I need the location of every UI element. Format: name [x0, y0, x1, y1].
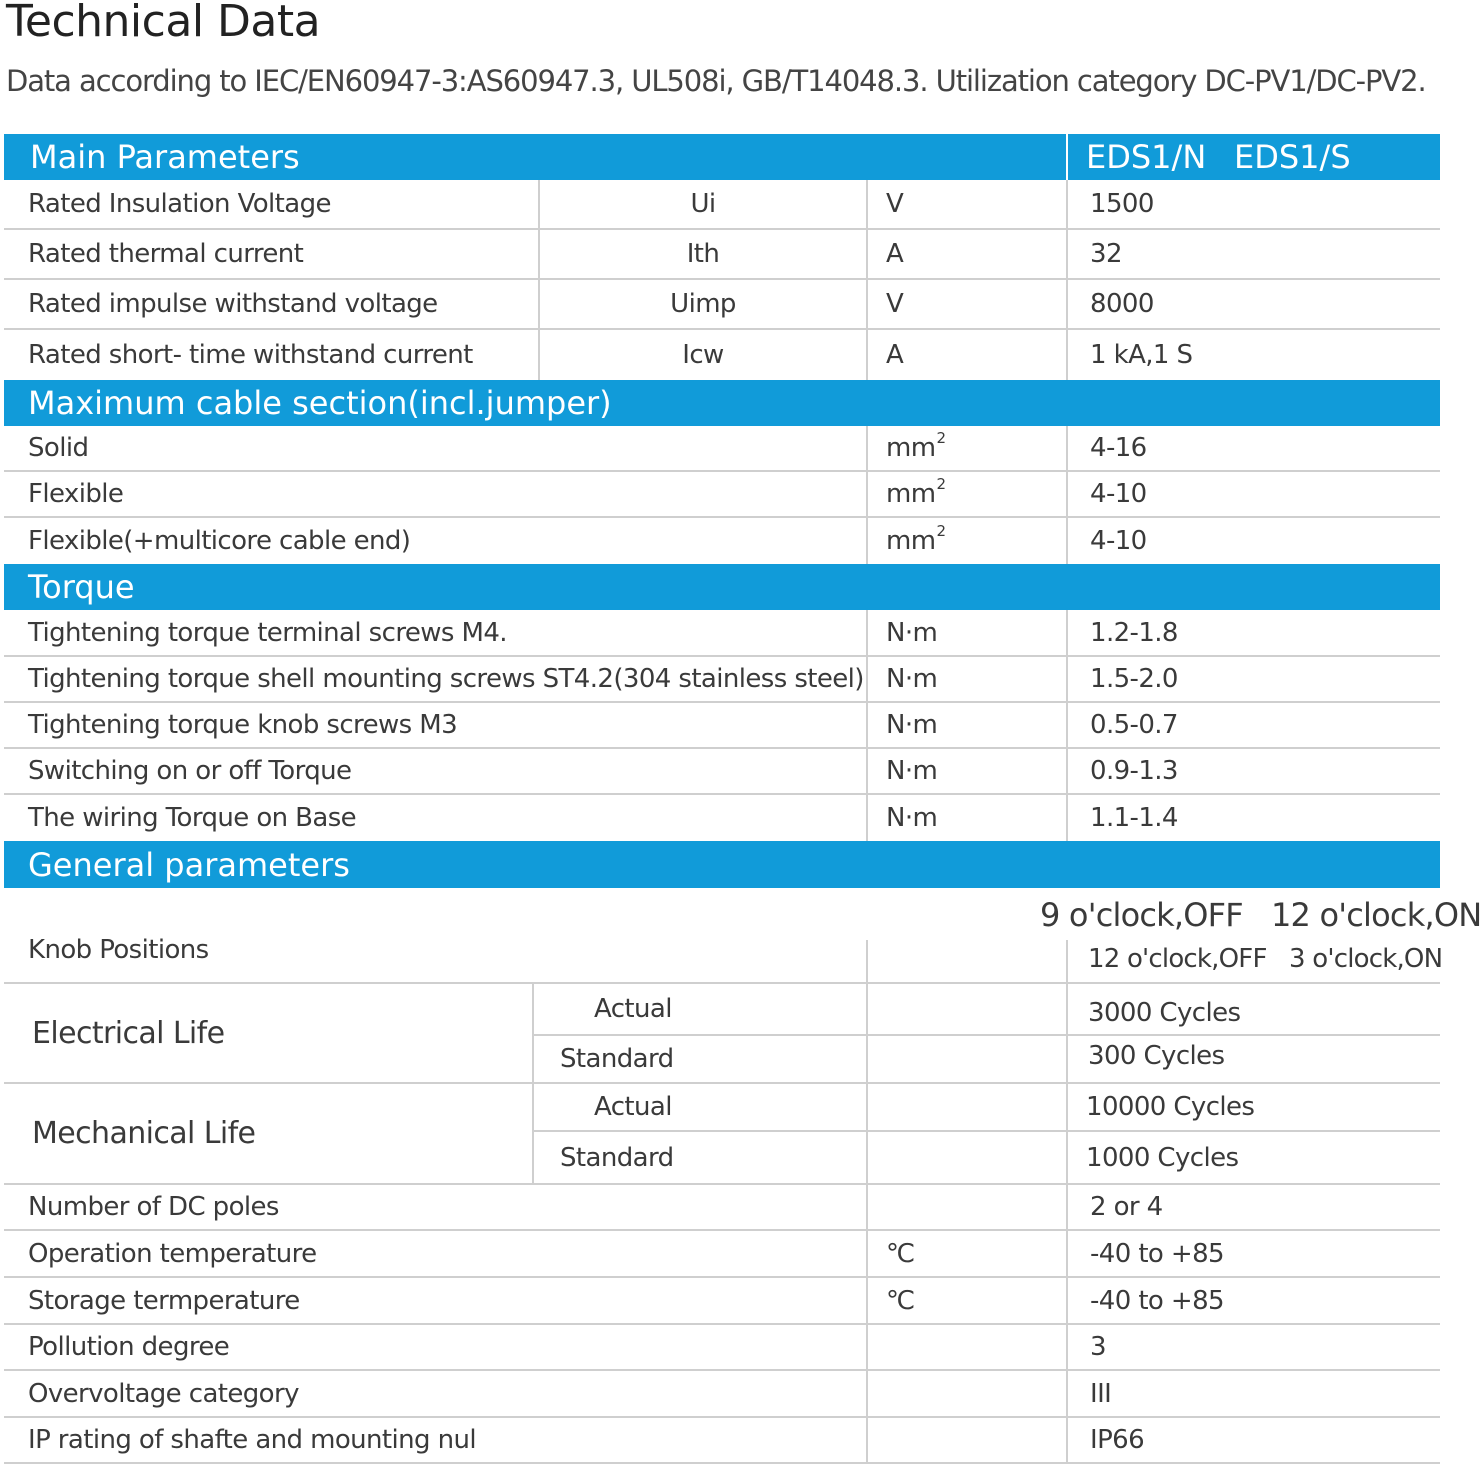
param-label: The wiring Torque on Base	[28, 803, 357, 833]
main-parameters-header	[4, 134, 1440, 180]
table-row	[4, 1325, 1440, 1371]
param-value: III	[1066, 1371, 1440, 1416]
torque-header	[4, 564, 1440, 610]
knob-position-set-1: 9 o'clock,OFF 12 o'clock,ON	[1040, 896, 1481, 934]
table-row	[4, 230, 1440, 280]
table-row	[4, 518, 1440, 564]
param-unit: ℃	[866, 1231, 1066, 1276]
param-label: Knob Positions	[28, 935, 209, 965]
table-row	[4, 472, 1440, 518]
param-label: Solid	[28, 433, 89, 463]
page-subtitle: Data according to IEC/EN60947-3:AS60947.3, UL508i, GB/T14048.3. Utilization category DC-PV1/DC-PV2.	[6, 64, 1426, 98]
param-value: 4-10	[1066, 472, 1440, 516]
table-row	[4, 795, 1440, 841]
param-unit: A	[866, 230, 1066, 278]
general-parameters-header	[4, 841, 1440, 888]
param-label: Tightening torque terminal screws M4.	[28, 617, 507, 648]
param-unit: N·m	[866, 749, 1066, 793]
param-value: 8000	[1066, 280, 1440, 328]
param-label: Flexible	[28, 479, 124, 509]
electrical-life-standard-value: 300 Cycles	[1088, 1041, 1225, 1071]
column-rule	[866, 1084, 868, 1183]
mechanical-life-label: Mechanical Life	[32, 1116, 256, 1151]
param-unit	[866, 1418, 1066, 1462]
param-label: Rated Insulation Voltage	[28, 189, 331, 219]
param-unit	[866, 1371, 1066, 1416]
table-row	[4, 1278, 1440, 1325]
cable-section-header	[4, 380, 1440, 426]
param-value: 0.9-1.3	[1066, 749, 1440, 793]
mechanical-life-standard-value: 1000 Cycles	[1086, 1143, 1239, 1173]
param-value: 2 or 4	[1066, 1185, 1440, 1229]
param-unit: A	[866, 330, 1066, 380]
general-parameters-title: General parameters	[28, 845, 350, 884]
param-label: IP rating of shafte and mounting nul	[28, 1425, 476, 1455]
param-label: Rated thermal current	[28, 239, 304, 269]
mechanical-life-group	[4, 1084, 1440, 1185]
cable-section-title: Maximum cable section(incl.jumper)	[28, 384, 612, 422]
table-row	[4, 180, 1440, 230]
param-value: 1.5-2.0	[1066, 657, 1440, 701]
param-value: -40 to +85	[1066, 1278, 1440, 1323]
page-title: Technical Data	[6, 0, 321, 47]
param-label: Rated short- time withstand current	[28, 340, 473, 370]
param-label: Rated impulse withstand voltage	[28, 289, 438, 319]
param-value: 4-10	[1066, 518, 1440, 564]
param-label: Switching on or off Torque	[28, 756, 352, 786]
table-row	[4, 280, 1440, 330]
table-row	[4, 426, 1440, 472]
param-unit: N·m	[866, 657, 1066, 701]
table-row	[4, 1418, 1440, 1464]
param-unit: mm 2	[866, 472, 1066, 516]
table-row	[4, 1185, 1440, 1231]
table-row	[4, 1371, 1440, 1418]
table-row	[4, 610, 1440, 657]
param-unit: mm 2	[866, 426, 1066, 470]
column-rule	[1066, 1084, 1068, 1183]
mechanical-life-actual-value: 10000 Cycles	[1086, 1092, 1255, 1122]
param-unit	[866, 1185, 1066, 1229]
param-value: 1 kA,1 S	[1066, 330, 1440, 380]
mechanical-life-actual-label: Actual	[594, 1092, 672, 1122]
param-symbol: Ui	[538, 180, 866, 228]
electrical-life-standard-label: Standard	[560, 1044, 674, 1074]
param-value: 0.5-0.7	[1066, 703, 1440, 747]
param-unit: N·m	[866, 703, 1066, 747]
mechanical-life-standard-label: Standard	[560, 1143, 674, 1173]
param-label: Tightening torque knob screws M3	[28, 710, 458, 740]
param-value: 1.2-1.8	[1066, 610, 1440, 655]
param-label: Storage termperature	[28, 1285, 300, 1316]
knob-positions-row	[4, 888, 1481, 984]
param-symbol: Ith	[538, 230, 866, 278]
column-rule	[866, 940, 868, 982]
param-value: 1500	[1066, 180, 1440, 228]
param-unit: mm 2	[866, 518, 1066, 564]
param-unit	[866, 1325, 1066, 1369]
param-value: IP66	[1066, 1418, 1440, 1462]
electrical-life-group	[4, 984, 1440, 1084]
param-label: Pollution degree	[28, 1332, 230, 1362]
param-label: Overvoltage category	[28, 1378, 299, 1409]
table-row	[4, 703, 1440, 749]
column-rule	[1066, 984, 1068, 1082]
param-label: Operation temperature	[28, 1238, 317, 1269]
param-label: Number of DC poles	[28, 1192, 279, 1222]
param-value: 3	[1066, 1325, 1440, 1369]
param-symbol: Uimp	[538, 280, 866, 328]
param-value: -40 to +85	[1066, 1231, 1440, 1276]
param-unit: N·m	[866, 795, 1066, 841]
column-rule	[532, 984, 534, 1082]
table-row	[4, 657, 1440, 703]
param-value: 32	[1066, 230, 1440, 278]
param-unit: V	[866, 280, 1066, 328]
knob-position-set-2: 12 o'clock,OFF 3 o'clock,ON	[1088, 944, 1443, 974]
main-parameters-title: Main Parameters	[30, 138, 300, 176]
table-row	[4, 749, 1440, 795]
electrical-life-label: Electrical Life	[32, 1015, 225, 1051]
param-label: Flexible(+multicore cable end)	[28, 526, 411, 556]
electrical-life-actual-value: 3000 Cycles	[1088, 998, 1241, 1028]
param-unit: V	[866, 180, 1066, 228]
electrical-life-actual-label: Actual	[594, 994, 672, 1024]
param-label: Tightening torque shell mounting screws ST4.2(304 stainless steel)	[28, 664, 864, 694]
table-row	[4, 1231, 1440, 1278]
column-rule	[532, 1084, 534, 1183]
column-rule	[1066, 940, 1068, 982]
param-unit: ℃	[866, 1278, 1066, 1323]
model-eds1n: EDS1/N	[1086, 138, 1207, 176]
param-unit: N·m	[866, 610, 1066, 655]
table-row	[4, 330, 1440, 380]
param-value: 4-16	[1066, 426, 1440, 470]
param-value: 1.1-1.4	[1066, 795, 1440, 841]
param-symbol: Icw	[538, 330, 866, 380]
model-eds1s: EDS1/S	[1234, 138, 1351, 176]
torque-title: Torque	[28, 568, 135, 606]
column-rule	[866, 984, 868, 1082]
